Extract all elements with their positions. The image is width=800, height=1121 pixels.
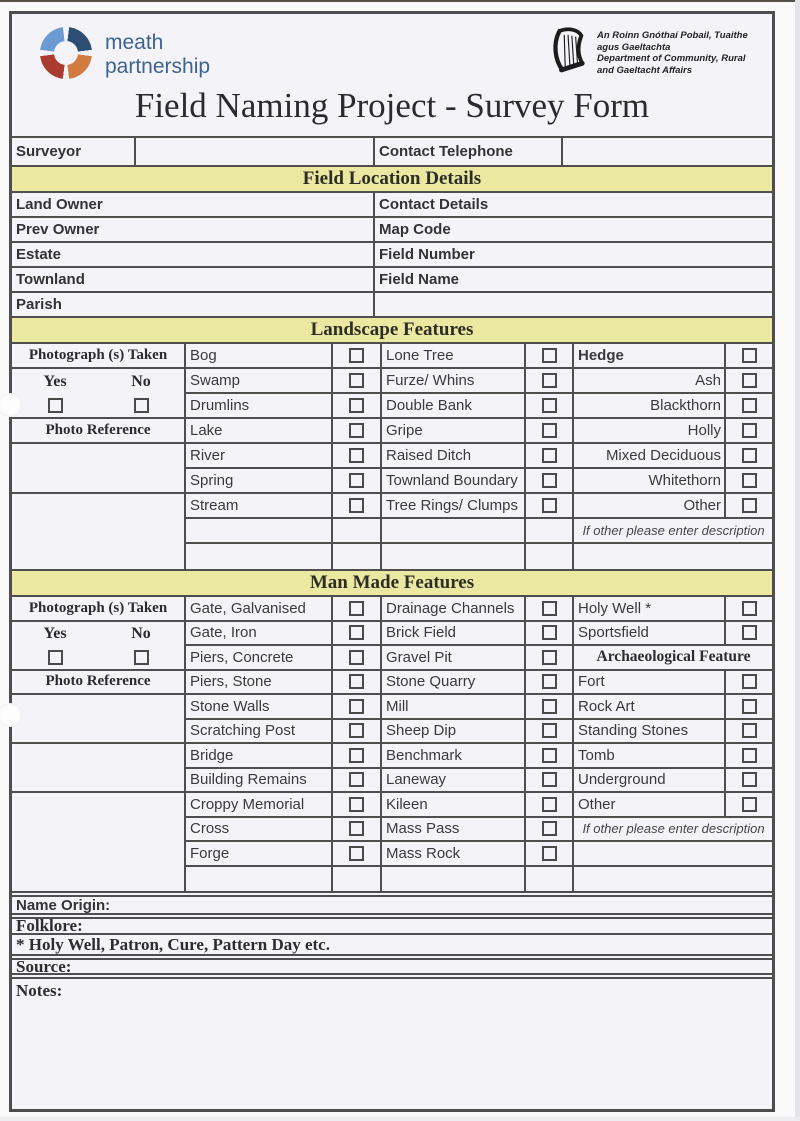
estate-field[interactable]: Estate — [12, 243, 375, 266]
checkbox-cell — [726, 597, 772, 622]
feature-label: Gate, Galvanised — [186, 597, 333, 622]
feature-checkbox[interactable] — [742, 674, 757, 689]
feature-checkbox[interactable] — [542, 498, 557, 513]
feature-checkbox[interactable] — [542, 821, 557, 836]
checkbox-cell — [526, 419, 574, 444]
no-label: No — [131, 372, 151, 390]
feature-label: Gravel Pit — [382, 646, 526, 671]
landscape-features-table — [12, 344, 772, 571]
checkbox-cell — [333, 494, 382, 519]
prev-owner-field[interactable]: Prev Owner — [12, 218, 375, 241]
feature-label: Holy Well * — [574, 597, 726, 622]
yes-label: Yes — [43, 624, 67, 642]
photo-reference-cell[interactable] — [12, 494, 186, 569]
checkbox-cell — [333, 695, 382, 720]
checkbox-cell — [726, 695, 772, 720]
feature-checkbox[interactable] — [742, 797, 757, 812]
feature-checkbox[interactable] — [349, 348, 364, 363]
notes-label: Notes: — [16, 981, 63, 1000]
checkbox-cell — [726, 394, 772, 419]
feature-checkbox[interactable] — [542, 846, 557, 861]
feature-blank-cell[interactable] — [186, 519, 333, 544]
feature-label: Piers, Stone — [186, 671, 333, 696]
feature-blank-cell[interactable] — [382, 544, 526, 569]
photo-reference-header: Photo Reference — [12, 671, 186, 696]
checkbox-cell — [333, 818, 382, 843]
source-label: Source: — [16, 956, 72, 976]
feature-label: Bridge — [186, 744, 333, 769]
checkbox-cell — [526, 818, 574, 843]
feature-checkbox[interactable] — [349, 373, 364, 388]
feature-label: Other — [574, 494, 726, 519]
feature-checkbox[interactable] — [349, 723, 364, 738]
form-title: Field Naming Project - Survey Form — [134, 86, 650, 125]
feature-checkbox[interactable] — [742, 601, 757, 616]
hint-text: If other please enter description — [574, 519, 772, 544]
feature-checkbox[interactable] — [742, 699, 757, 714]
feature-blank-cell[interactable] — [574, 842, 772, 867]
checkbox-cell — [726, 720, 772, 745]
contact-telephone-label: Contact Telephone — [375, 138, 563, 165]
checkbox-cell — [526, 494, 574, 519]
logo-ring-center — [54, 41, 78, 65]
logo-line1: meath — [105, 31, 164, 54]
checkbox-cell — [726, 444, 772, 469]
checkbox-cell — [333, 444, 382, 469]
dept-line: Department of Community, Rural — [597, 53, 746, 64]
feature-blank-cell[interactable] — [186, 544, 333, 569]
feature-label: Spring — [186, 469, 333, 494]
feature-label: Bog — [186, 344, 333, 369]
feature-label: River — [186, 444, 333, 469]
name-origin-field[interactable] — [12, 895, 772, 915]
folklore-label: Folklore: — [16, 916, 83, 935]
feature-label: Kileen — [382, 793, 526, 818]
feature-checkbox[interactable] — [742, 423, 757, 438]
feature-label: Lake — [186, 419, 333, 444]
man-made-features-table — [12, 597, 772, 893]
feature-checkbox[interactable] — [542, 723, 557, 738]
feature-checkbox[interactable] — [742, 772, 757, 787]
photo-reference-cell[interactable] — [12, 744, 186, 793]
checkbox-cell — [526, 744, 574, 769]
checkbox-cell — [526, 444, 574, 469]
feature-checkbox[interactable] — [542, 473, 557, 488]
feature-checkbox[interactable] — [542, 398, 557, 413]
feature-checkbox[interactable] — [349, 601, 364, 616]
blank-field[interactable] — [375, 293, 772, 316]
checkbox-cell — [333, 419, 382, 444]
feature-label: Standing Stones — [574, 720, 726, 745]
checkbox-cell — [333, 544, 382, 569]
location-row — [12, 218, 772, 243]
checkbox-cell — [526, 867, 574, 892]
feature-label: Piers, Concrete — [186, 646, 333, 671]
feature-blank-cell[interactable] — [382, 519, 526, 544]
form-header — [12, 14, 772, 138]
surveyor-row — [12, 138, 772, 167]
checkbox-cell — [726, 419, 772, 444]
feature-label: Stone Quarry — [382, 671, 526, 696]
checkbox-cell — [333, 842, 382, 867]
surveyor-input[interactable] — [136, 138, 375, 165]
feature-label: Mill — [382, 695, 526, 720]
logo-line2: partnership — [105, 55, 211, 78]
checkbox-cell — [333, 597, 382, 622]
scan-edge-artifact — [795, 0, 800, 1121]
feature-label: Rock Art — [574, 695, 726, 720]
feature-label: Drumlins — [186, 394, 333, 419]
photo-yes-no-checkbox-row — [12, 646, 186, 671]
survey-form — [9, 11, 775, 1112]
photo-yes-no-labels — [12, 369, 186, 394]
checkbox-cell — [333, 394, 382, 419]
feature-label: Cross — [186, 818, 333, 843]
checkbox-cell — [526, 394, 574, 419]
feature-checkbox[interactable] — [742, 473, 757, 488]
feature-label: Ash — [574, 369, 726, 394]
feature-label: Stream — [186, 494, 333, 519]
checkbox-cell — [726, 769, 772, 794]
field-number-field[interactable]: Field Number — [379, 246, 475, 263]
feature-checkbox[interactable] — [542, 423, 557, 438]
dept-line: and Gaeltacht Affairs — [597, 64, 693, 76]
dept-line: An Roinn Gnóthaí Pobail, Tuaithe — [597, 30, 748, 41]
checkbox-cell — [333, 744, 382, 769]
feature-label: Townland Boundary — [382, 469, 526, 494]
checkbox-cell — [726, 622, 772, 647]
checkbox-cell — [526, 769, 574, 794]
checkbox-cell — [526, 344, 574, 369]
photo-yes-no-checkbox-row — [12, 394, 186, 419]
land-owner-field[interactable]: Land Owner — [12, 193, 375, 216]
holy-well-note: * Holy Well, Patron, Cure, Pattern Day etc. — [16, 934, 330, 954]
feature-checkbox[interactable] — [349, 498, 364, 513]
feature-checkbox[interactable] — [349, 846, 364, 861]
folklore-field[interactable] — [12, 917, 772, 935]
checkbox-cell — [333, 867, 382, 892]
feature-label: Mixed Deciduous — [574, 444, 726, 469]
feature-blank-cell[interactable] — [186, 867, 333, 892]
feature-label: Tree Rings/ Clumps — [382, 494, 526, 519]
checkbox-cell — [333, 469, 382, 494]
checkbox-cell — [526, 622, 574, 647]
map-code-field[interactable]: Map Code — [379, 221, 451, 238]
feature-label: Croppy Memorial — [186, 793, 333, 818]
scan-edge-artifact — [0, 1117, 800, 1121]
location-row — [12, 243, 772, 268]
feature-label: Sheep Dip — [382, 720, 526, 745]
feature-label: Raised Ditch — [382, 444, 526, 469]
checkbox-cell — [526, 597, 574, 622]
feature-label: Swamp — [186, 369, 333, 394]
location-row — [12, 293, 772, 318]
photo-yes-checkbox[interactable] — [48, 650, 63, 665]
checkbox-cell — [333, 793, 382, 818]
scan-edge-artifact — [0, 0, 800, 2]
checkbox-cell — [526, 646, 574, 671]
checkbox-cell — [333, 769, 382, 794]
feature-checkbox[interactable] — [742, 498, 757, 513]
feature-checkbox[interactable] — [349, 772, 364, 787]
notes-field[interactable] — [12, 977, 772, 1109]
photo-yes-no-labels — [12, 622, 186, 647]
feature-label: Scratching Post — [186, 720, 333, 745]
feature-checkbox[interactable] — [542, 748, 557, 763]
feature-checkbox[interactable] — [349, 448, 364, 463]
section-banner-field-location: Field Location Details — [12, 167, 772, 193]
hint-text: If other please enter description — [574, 818, 772, 843]
location-row — [12, 268, 772, 293]
contact-telephone-input[interactable] — [563, 138, 772, 165]
feature-checkbox[interactable] — [542, 772, 557, 787]
checkbox-cell — [333, 720, 382, 745]
feature-label: Fort — [574, 671, 726, 696]
parish-field[interactable]: Parish — [12, 293, 375, 316]
photo-reference-cell[interactable] — [12, 793, 186, 891]
column-subheader: Archaeological Feature — [574, 646, 772, 671]
checkbox-cell — [726, 494, 772, 519]
feature-label: Holly — [574, 419, 726, 444]
no-label: No — [131, 624, 151, 642]
feature-checkbox[interactable] — [542, 699, 557, 714]
feature-checkbox[interactable] — [349, 473, 364, 488]
feature-label: Laneway — [382, 769, 526, 794]
photo-taken-header: Photograph (s) Taken — [12, 344, 186, 369]
feature-checkbox[interactable] — [349, 625, 364, 640]
feature-checkbox[interactable] — [542, 601, 557, 616]
feature-checkbox[interactable] — [742, 398, 757, 413]
feature-checkbox[interactable] — [349, 650, 364, 665]
feature-checkbox[interactable] — [542, 373, 557, 388]
feature-checkbox[interactable] — [542, 797, 557, 812]
feature-checkbox[interactable] — [349, 398, 364, 413]
feature-label: Building Remains — [186, 769, 333, 794]
photo-reference-cell[interactable] — [12, 444, 186, 494]
feature-checkbox[interactable] — [742, 348, 757, 363]
townland-field[interactable]: Townland — [12, 268, 375, 291]
feature-label: Mass Rock — [382, 842, 526, 867]
location-row — [12, 193, 772, 218]
checkbox-cell — [526, 469, 574, 494]
feature-checkbox[interactable] — [349, 423, 364, 438]
feature-label: Forge — [186, 842, 333, 867]
feature-label: Other — [574, 793, 726, 818]
checkbox-cell — [726, 671, 772, 696]
feature-label: Drainage Channels — [382, 597, 526, 622]
feature-label: Gate, Iron — [186, 622, 333, 647]
surveyor-label: Surveyor — [12, 138, 136, 165]
checkbox-cell — [526, 544, 574, 569]
feature-checkbox[interactable] — [742, 448, 757, 463]
checkbox-cell — [726, 744, 772, 769]
section-banner-man-made: Man Made Features — [12, 571, 772, 597]
government-crest — [550, 26, 748, 76]
feature-label: Gripe — [382, 419, 526, 444]
checkbox-cell — [333, 519, 382, 544]
yes-label: Yes — [43, 372, 67, 390]
checkbox-cell — [526, 671, 574, 696]
checkbox-cell — [526, 519, 574, 544]
feature-checkbox[interactable] — [542, 348, 557, 363]
holy-well-note-row — [12, 935, 772, 956]
feature-checkbox[interactable] — [349, 748, 364, 763]
feature-label: Double Bank — [382, 394, 526, 419]
feature-checkbox[interactable] — [349, 797, 364, 812]
contact-details-field[interactable]: Contact Details — [379, 196, 489, 213]
feature-blank-cell[interactable] — [574, 544, 772, 569]
dept-line: agus Gaeltachta — [597, 41, 671, 53]
feature-checkbox[interactable] — [742, 748, 757, 763]
feature-label: Lone Tree — [382, 344, 526, 369]
feature-checkbox[interactable] — [542, 674, 557, 689]
photo-reference-header: Photo Reference — [12, 419, 186, 444]
checkbox-cell — [526, 720, 574, 745]
checkbox-cell — [333, 671, 382, 696]
harp-icon — [550, 26, 588, 74]
section-banner-landscape: Landscape Features — [12, 318, 772, 344]
checkbox-cell — [726, 793, 772, 818]
feature-label: Underground — [574, 769, 726, 794]
source-field[interactable] — [12, 958, 772, 975]
meath-partnership-wordmark — [105, 31, 210, 79]
feature-label: Brick Field — [382, 622, 526, 647]
feature-label: Hedge — [574, 344, 726, 369]
checkbox-cell — [526, 695, 574, 720]
feature-label: Stone Walls — [186, 695, 333, 720]
feature-blank-cell[interactable] — [574, 867, 772, 892]
photo-taken-header: Photograph (s) Taken — [12, 597, 186, 622]
checkbox-cell — [526, 842, 574, 867]
photo-no-checkbox[interactable] — [134, 398, 149, 413]
feature-checkbox[interactable] — [349, 821, 364, 836]
feature-label: Benchmark — [382, 744, 526, 769]
department-name-text — [597, 26, 748, 76]
checkbox-cell — [333, 344, 382, 369]
feature-label: Tomb — [574, 744, 726, 769]
feature-checkbox[interactable] — [349, 699, 364, 714]
feature-checkbox[interactable] — [542, 625, 557, 640]
feature-label: Furze/ Whins — [382, 369, 526, 394]
feature-label: Whitethorn — [574, 469, 726, 494]
feature-checkbox[interactable] — [742, 373, 757, 388]
feature-checkbox[interactable] — [542, 650, 557, 665]
feature-checkbox[interactable] — [742, 625, 757, 640]
checkbox-cell — [333, 646, 382, 671]
photo-no-checkbox[interactable] — [134, 650, 149, 665]
name-origin-label: Name Origin: — [16, 896, 111, 914]
feature-label: Mass Pass — [382, 818, 526, 843]
checkbox-cell — [333, 622, 382, 647]
checkbox-cell — [333, 369, 382, 394]
field-name-field[interactable]: Field Name — [379, 271, 460, 288]
feature-checkbox[interactable] — [542, 448, 557, 463]
photo-reference-cell[interactable] — [12, 695, 186, 744]
checkbox-cell — [726, 469, 772, 494]
checkbox-cell — [526, 369, 574, 394]
checkbox-cell — [526, 793, 574, 818]
checkbox-cell — [726, 344, 772, 369]
meath-partnership-logo-icon — [40, 27, 92, 79]
feature-label: Sportsfield — [574, 622, 726, 647]
feature-checkbox[interactable] — [349, 674, 364, 689]
feature-label: Blackthorn — [574, 394, 726, 419]
checkbox-cell — [726, 369, 772, 394]
feature-checkbox[interactable] — [742, 723, 757, 738]
feature-blank-cell[interactable] — [382, 867, 526, 892]
photo-yes-checkbox[interactable] — [48, 398, 63, 413]
